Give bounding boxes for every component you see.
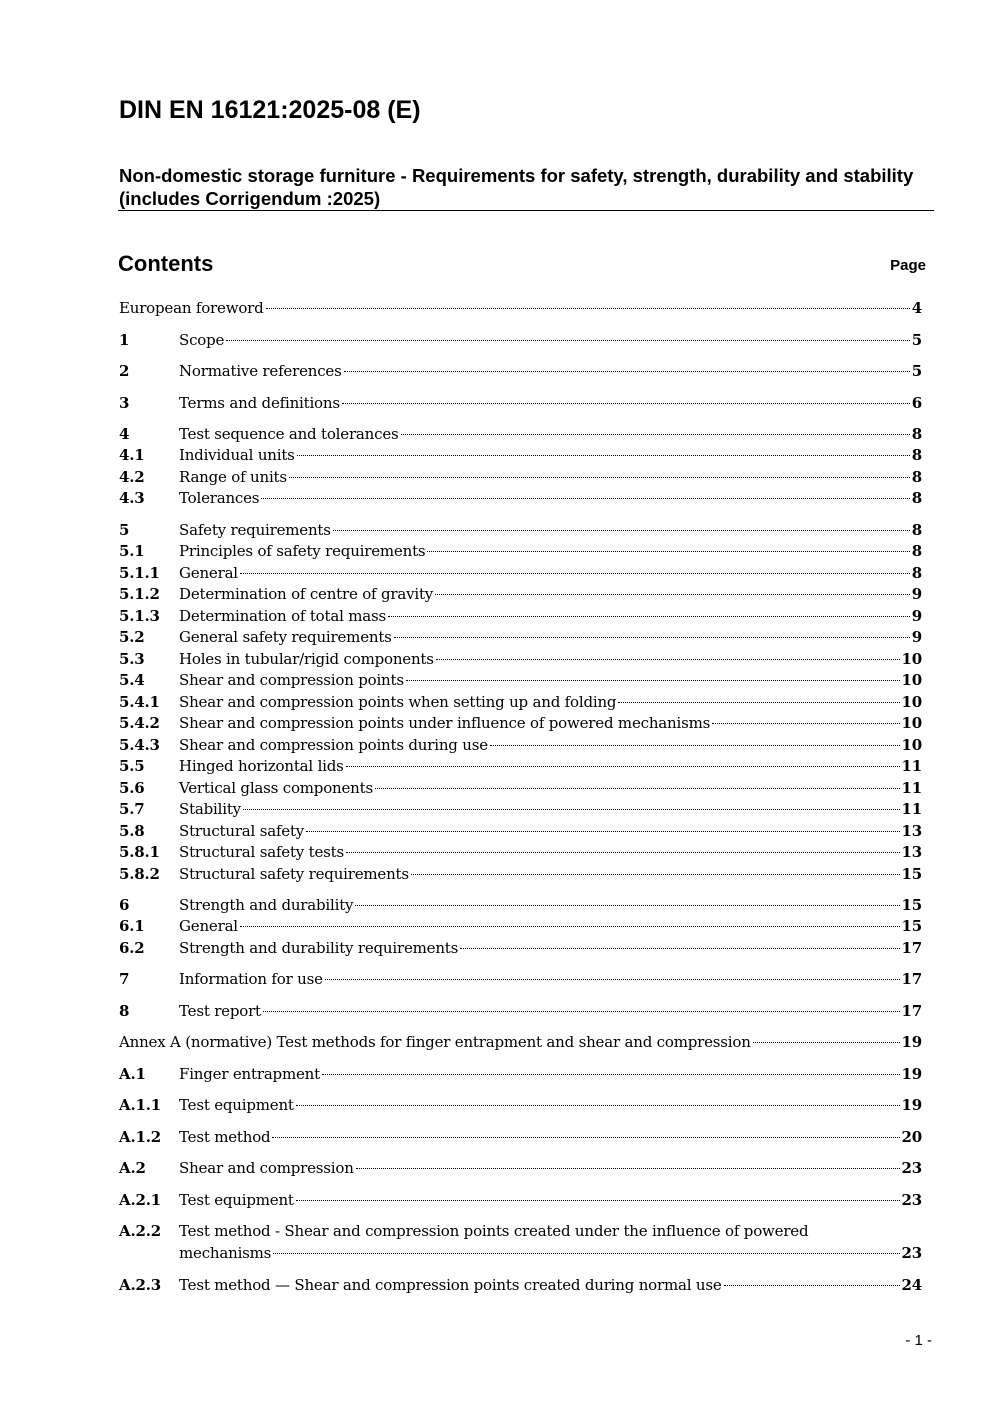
toc-entry-number: A.1.2 [119, 1128, 161, 1146]
toc-leader [724, 1285, 900, 1286]
toc-entry-title[interactable]: Structural safety requirements [179, 865, 409, 883]
toc-entry[interactable] [119, 734, 922, 756]
toc-leader [411, 874, 900, 875]
toc-entry-page: 9 [911, 585, 922, 603]
toc-entry-page: 10 [901, 650, 922, 668]
toc-entry-number: 5.1.2 [119, 585, 160, 603]
toc-leader [266, 308, 910, 309]
toc-entry-title[interactable]: Test method - Shear and compression points created under the influence of powered [179, 1222, 809, 1240]
toc-entry[interactable] [119, 519, 922, 541]
contents-heading: Contents [118, 251, 214, 276]
toc-entry-number: 5.8.2 [119, 865, 160, 883]
toc-entry[interactable] [119, 820, 922, 842]
toc-entry[interactable] [119, 297, 922, 319]
document-id: DIN EN 16121:2025-08 (E) [119, 96, 421, 124]
toc-leader [355, 905, 899, 906]
toc-entry-page: 4 [911, 299, 922, 317]
toc-leader [325, 979, 900, 980]
toc-entry-number: A.2.3 [119, 1276, 161, 1294]
toc-entry-title[interactable]: Vertical glass components [179, 779, 373, 797]
toc-leader [753, 1042, 900, 1043]
toc-leader [344, 371, 910, 372]
page-column-label: Page [890, 257, 926, 274]
toc-leader [296, 1200, 900, 1201]
toc-leader [297, 455, 910, 456]
toc-entry-title[interactable]: General [179, 917, 238, 935]
toc-entry[interactable] [119, 444, 922, 466]
toc-entry[interactable] [119, 841, 922, 863]
toc-leader [388, 616, 910, 617]
toc-entry[interactable] [119, 423, 922, 445]
toc-entry-page: 8 [911, 542, 922, 560]
toc-entry-number: A.2.2 [119, 1222, 161, 1240]
toc-entry[interactable] [119, 1189, 922, 1211]
toc-leader [618, 702, 899, 703]
page-number: - 1 - [905, 1332, 932, 1349]
toc-entry[interactable] [119, 392, 922, 414]
toc-entry-page: 5 [911, 362, 922, 380]
toc-entry-title[interactable]: European foreword [119, 299, 264, 317]
toc-entry[interactable] [119, 1220, 922, 1264]
toc-entry-number: A.1.1 [119, 1096, 161, 1114]
toc-entry-title[interactable]: Normative references [179, 362, 342, 380]
toc-entry-page: 24 [901, 1276, 922, 1294]
toc-entry-page: 17 [901, 939, 922, 957]
toc-entry-title[interactable]: Strength and durability requirements [179, 939, 459, 957]
toc-entry[interactable] [119, 1031, 922, 1053]
toc-entry-number: 5.1.1 [119, 564, 160, 582]
toc-entry-number: 7 [119, 970, 130, 988]
toc-entry-page: 8 [911, 564, 922, 582]
toc-entry[interactable] [119, 1000, 922, 1022]
toc-entry[interactable] [119, 937, 922, 959]
toc-entry-page: 19 [901, 1096, 922, 1114]
toc-entry-number: 5.1.3 [119, 607, 160, 625]
toc-entry-number: 6.1 [119, 917, 145, 935]
toc-entry-number: 4 [119, 425, 130, 443]
toc-entry[interactable] [119, 777, 922, 799]
toc-leader [427, 551, 909, 552]
toc-entry[interactable] [119, 669, 922, 691]
toc-entry[interactable] [119, 915, 922, 937]
toc-entry[interactable] [119, 583, 922, 605]
toc-entry-number: 4.2 [119, 468, 145, 486]
toc-entry[interactable] [119, 1157, 922, 1179]
toc-entry[interactable] [119, 712, 922, 734]
toc-entry-title[interactable]: Terms and definitions [179, 394, 340, 412]
toc-entry[interactable] [119, 487, 922, 509]
toc-entry-page: 10 [901, 714, 922, 732]
toc-entry-page: 23 [901, 1159, 922, 1177]
toc-entry[interactable] [119, 605, 922, 627]
toc-leader [401, 434, 910, 435]
toc-entry-title[interactable]: Test equipment [179, 1191, 294, 1209]
toc-entry-title[interactable]: Safety requirements [179, 521, 331, 539]
toc-entry-page: 15 [901, 917, 922, 935]
toc-entry-title-continued[interactable]: mechanisms [179, 1244, 272, 1262]
toc-entry-title[interactable]: Shear and compression points during use [179, 736, 488, 754]
toc-entry-page: 9 [911, 607, 922, 625]
toc-leader [263, 1011, 900, 1012]
toc-entry[interactable] [119, 691, 922, 713]
toc-entry[interactable] [119, 1126, 922, 1148]
toc-entry-title[interactable]: Shear and compression points when setting up and folding [179, 693, 617, 711]
toc-entry[interactable] [119, 968, 922, 990]
toc-entry-title[interactable]: Scope [179, 331, 225, 349]
toc-entry-number: 5.5 [119, 757, 145, 775]
toc-leader [436, 659, 900, 660]
toc-leader [322, 1074, 900, 1075]
toc-entry[interactable] [119, 540, 922, 562]
toc-entry[interactable] [119, 329, 922, 351]
toc-entry-page: 8 [911, 468, 922, 486]
toc-leader [346, 766, 900, 767]
toc-entry-page: 10 [901, 693, 922, 711]
toc-entry[interactable] [119, 360, 922, 382]
toc-entry-number: A.2.1 [119, 1191, 161, 1209]
toc-entry-page: 23 [901, 1191, 922, 1209]
toc-entry-title[interactable]: Finger entrapment [179, 1065, 320, 1083]
toc-entry-title[interactable]: Holes in tubular/rigid components [179, 650, 434, 668]
toc-entry-number: 5.3 [119, 650, 145, 668]
toc-entry-number: 6.2 [119, 939, 145, 957]
toc-entry[interactable] [119, 466, 922, 488]
toc-leader [356, 1168, 900, 1169]
toc-entry-page: 11 [901, 779, 922, 797]
toc-entry-title[interactable]: Test report [179, 1002, 261, 1020]
toc-entry-number: 5.4 [119, 671, 145, 689]
toc-entry-number: A.1 [119, 1065, 146, 1083]
toc-leader [346, 852, 900, 853]
toc-entry-number: 5.4.1 [119, 693, 160, 711]
toc-entry-page: 19 [901, 1065, 922, 1083]
toc-entry-number: 5.7 [119, 800, 145, 818]
toc-leader [375, 788, 900, 789]
toc-leader [261, 498, 909, 499]
toc-leader [273, 1253, 899, 1254]
toc-leader [406, 680, 900, 681]
toc-entry-title[interactable]: Tolerances [179, 489, 260, 507]
document-title: Non-domestic storage furniture - Requirements for safety, strength, durability and stability (includes Corrigendum :2025) [119, 165, 914, 209]
toc-entry-page: 5 [911, 331, 922, 349]
toc-entry[interactable] [119, 1094, 922, 1116]
toc-entry-title[interactable]: Structural safety [179, 822, 305, 840]
toc-leader [243, 809, 900, 810]
toc-entry[interactable] [119, 626, 922, 648]
toc-leader [306, 831, 899, 832]
toc-entry-page: 19 [901, 1033, 922, 1051]
toc-entry-page: 13 [901, 822, 922, 840]
toc-leader [240, 926, 900, 927]
toc-entry-page: 17 [901, 1002, 922, 1020]
toc-entry-number: 5.2 [119, 628, 145, 646]
toc-entry-number: 1 [119, 331, 130, 349]
toc-leader [240, 573, 910, 574]
toc-entry[interactable] [119, 1274, 922, 1296]
toc-entry-page: 8 [911, 489, 922, 507]
toc-entry-title[interactable]: General safety requirements [179, 628, 392, 646]
toc-entry-title[interactable]: Stability [179, 800, 241, 818]
toc-entry-number: 5.8.1 [119, 843, 160, 861]
toc-leader [342, 403, 910, 404]
toc-entry-title[interactable]: Strength and durability [179, 896, 354, 914]
toc-entry-number: 2 [119, 362, 130, 380]
toc-entry-title[interactable]: General [179, 564, 238, 582]
toc-entry-number: 5 [119, 521, 130, 539]
toc-entry[interactable] [119, 755, 922, 777]
toc-entry-page: 17 [901, 970, 922, 988]
toc-leader [296, 1105, 900, 1106]
toc-entry-title[interactable]: Determination of total mass [179, 607, 386, 625]
toc-entry-number: 8 [119, 1002, 130, 1020]
toc-entry-page: 11 [901, 757, 922, 775]
toc-entry-number: 6 [119, 896, 130, 914]
toc-entry-title[interactable]: Shear and compression [179, 1159, 354, 1177]
toc-entry-title[interactable]: Test equipment [179, 1096, 294, 1114]
toc-entry-page: 11 [901, 800, 922, 818]
toc-entry-title[interactable]: Range of units [179, 468, 287, 486]
toc-entry-title[interactable]: Individual units [179, 446, 295, 464]
toc-entry-title[interactable]: Test method — Shear and compression points created during normal use [179, 1276, 722, 1294]
toc-entry-title[interactable]: Test method [179, 1128, 271, 1146]
toc-entry-number: A.2 [119, 1159, 146, 1177]
toc-entry-page: 23 [901, 1244, 922, 1262]
toc-leader [712, 723, 899, 724]
toc-entry-page: 8 [911, 446, 922, 464]
toc-leader [289, 477, 910, 478]
toc-entry-page: 8 [911, 425, 922, 443]
toc-entry-number: 5.1 [119, 542, 145, 560]
toc-entry-page: 20 [901, 1128, 922, 1146]
toc-leader [333, 530, 910, 531]
toc-leader [272, 1137, 899, 1138]
toc-entry-page: 6 [911, 394, 922, 412]
toc-entry[interactable] [119, 798, 922, 820]
toc-entry-title[interactable]: Annex A (normative) Test methods for finger entrapment and shear and compression [119, 1033, 751, 1051]
toc-entry-page: 8 [911, 521, 922, 539]
toc-entry[interactable] [119, 648, 922, 670]
toc-entry-number: 4.3 [119, 489, 145, 507]
toc-leader [226, 340, 910, 341]
toc-leader [460, 948, 899, 949]
toc-entry-number: 5.4.2 [119, 714, 160, 732]
toc-entry-page: 10 [901, 736, 922, 754]
title-divider [118, 210, 934, 211]
toc-entry-page: 15 [901, 896, 922, 914]
toc-entry[interactable] [119, 1063, 922, 1085]
toc-entry-page: 13 [901, 843, 922, 861]
toc-entry-page: 15 [901, 865, 922, 883]
toc-entry-title[interactable]: Structural safety tests [179, 843, 344, 861]
toc-entry[interactable] [119, 894, 922, 916]
toc-entry-number: 3 [119, 394, 130, 412]
toc-entry-title[interactable]: Shear and compression points under influence of powered mechanisms [179, 714, 711, 732]
toc-entry[interactable] [119, 863, 922, 885]
toc-entry-title[interactable]: Shear and compression points [179, 671, 404, 689]
toc-entry-title[interactable]: Principles of safety requirements [179, 542, 426, 560]
toc-entry[interactable] [119, 562, 922, 584]
toc-entry-page: 9 [911, 628, 922, 646]
toc-leader [490, 745, 900, 746]
toc-entry-title[interactable]: Information for use [179, 970, 323, 988]
toc-leader [394, 637, 910, 638]
toc-entry-page: 10 [901, 671, 922, 689]
toc-entry-number: 5.6 [119, 779, 145, 797]
toc-entry-number: 5.4.3 [119, 736, 160, 754]
toc-leader [435, 594, 910, 595]
toc-entry-title[interactable]: Determination of centre of gravity [179, 585, 434, 603]
toc-entry-number: 5.8 [119, 822, 145, 840]
toc-entry-title[interactable]: Hinged horizontal lids [179, 757, 344, 775]
toc-entry-title[interactable]: Test sequence and tolerances [179, 425, 399, 443]
toc-entry-number: 4.1 [119, 446, 145, 464]
